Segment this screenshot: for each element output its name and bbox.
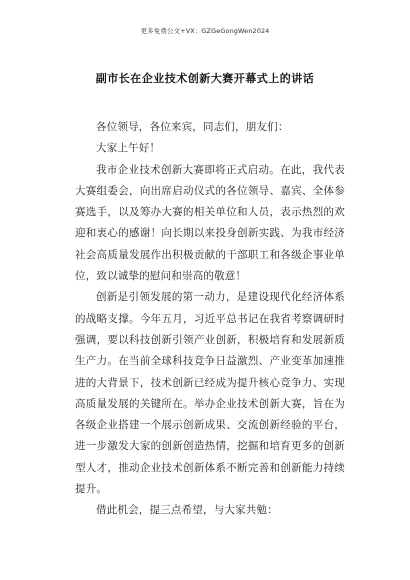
salutation-paragraph: 各位领导，各位来宾，同志们，朋友们：	[96, 121, 289, 133]
welcome-paragraph: 我市企业技术创新大赛即将正式启动。在此，我代表大赛组委会，向出席启动仪式的各位领导、嘉宾、全体参赛选手，以及筹办大赛的相关单位和人员，表示热烈的欢迎和衷心的感谢！向长期以来投身创新实践、为我市经济社会高质量发展作出积极贡献的干部职工和各级企事业单位，致以诚挚的慰问和崇高的敬意！	[75, 163, 345, 283]
innovation-paragraph: 创新是引领发展的第一动力，是建设现代化经济体系的战略支撑。今年五月，习近平总书记在我省考察调研时强调，要以科技创新引领产业创新，积极培育和发展新质生产力。在当前全球科技竞争日益激烈、产业变革加速推进的大背景下，技术创新已经成为提升核心竞争力、实现高质量发展的关键所在。举办企业技术创新大赛，旨在为各级企业搭建一个展示创新成果、交流创新经验的平台，进一步激发大家的创新创造热情，挖掘和培育更多的创新型人才，推动企业技术创新体系不断完善和创新能力持续提升。	[75, 291, 345, 496]
document-title: 副市长在企业技术创新大赛开幕式上的讲话	[95, 72, 315, 85]
document-body	[75, 117, 345, 522]
greeting-paragraph: 大家上午好！	[96, 142, 161, 155]
hopes-intro-paragraph: 借此机会，提三点希望，与大家共勉：	[96, 504, 278, 517]
header-note: 更多免费公文+VX：GZGeGongWen2024	[140, 27, 270, 35]
